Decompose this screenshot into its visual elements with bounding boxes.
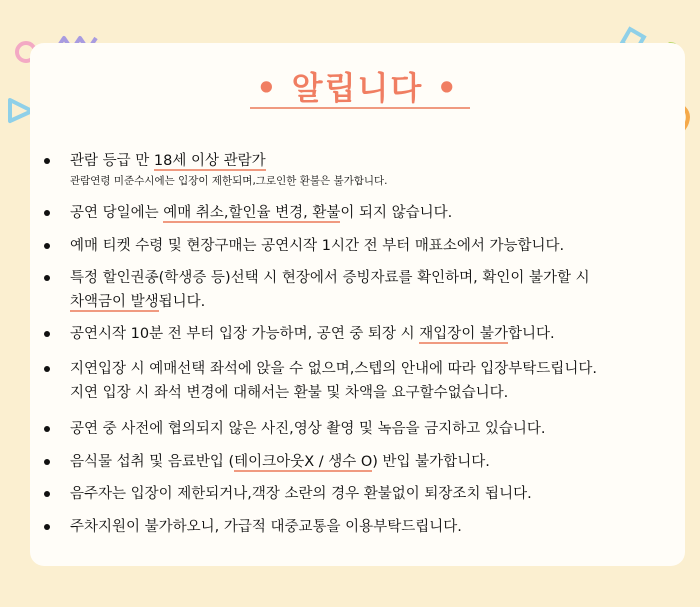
bullet — [44, 331, 50, 337]
bullet — [44, 491, 50, 497]
notice-text: 관람 등급 만 18세 이상 관람가 — [70, 153, 266, 169]
notice-text-line2: 지연 입장 시 좌석 변경에 대해서는 환불 및 차액을 요구할수없습니다. — [70, 385, 509, 401]
bullet — [44, 158, 50, 164]
title-underline-top — [250, 107, 470, 109]
bullet — [44, 524, 50, 530]
bullet — [44, 275, 50, 281]
notice-text: 예매 티켓 수령 및 현장구매는 공연시작 1시간 전 부터 매표소에서 가능합니다. — [70, 238, 565, 254]
page-title: • 알립니다 • — [256, 69, 459, 107]
highlight: 재입장이 불가 — [419, 326, 508, 342]
notice-text-line2: 차액금이 발생됩니다. — [70, 294, 206, 310]
notice-text: 주차지원이 불가하오니, 가급적 대중교통을 이용부탁드립니다. — [70, 519, 462, 535]
notice-text: 지연입장 시 예매선택 좌석에 앉을 수 없으며,스텝의 안내에 따라 입장부탁드립니다. — [70, 361, 597, 377]
notice-text: 공연 중 사전에 협의되지 않은 사진,영상 촬영 및 녹음을 금지하고 있습니다. — [70, 421, 546, 437]
notice-text: 음주자는 입장이 제한되거나,객장 소란의 경우 환불없이 퇴장조치 됩니다. — [70, 486, 532, 502]
highlight: 18세 이상 관람가 — [153, 153, 266, 169]
bullet — [44, 459, 50, 465]
notice-card — [30, 43, 685, 566]
highlight: 예매 취소,할인율 변경, 환불 — [163, 205, 341, 221]
bullet — [44, 243, 50, 249]
highlight: 차액금이 발생 — [70, 294, 159, 310]
notice-text: 음식물 섭취 및 음료반입 (테이크아웃X / 생수 O) 반입 불가합니다. — [70, 454, 490, 470]
bullet — [44, 366, 50, 372]
notice-text: 공연시작 10분 전 부터 입장 가능하며, 공연 중 퇴장 시 재입장이 불가합니다. — [70, 326, 555, 342]
notice-text: 특정 할인권종(학생증 등)선택 시 현장에서 증빙자료를 확인하며, 확인이 불가할 시 — [70, 270, 590, 286]
highlight: 테이크아웃X / 생수 O — [234, 454, 373, 470]
notice-subtext: 관람연령 미준수시에는 입장이 제한되며,그로인한 환불은 불가합니다. — [70, 175, 388, 187]
bullet — [44, 210, 50, 216]
notice-text: 공연 당일에는 예매 취소,할인율 변경, 환불이 되지 않습니다. — [70, 205, 453, 221]
bullet — [44, 426, 50, 432]
